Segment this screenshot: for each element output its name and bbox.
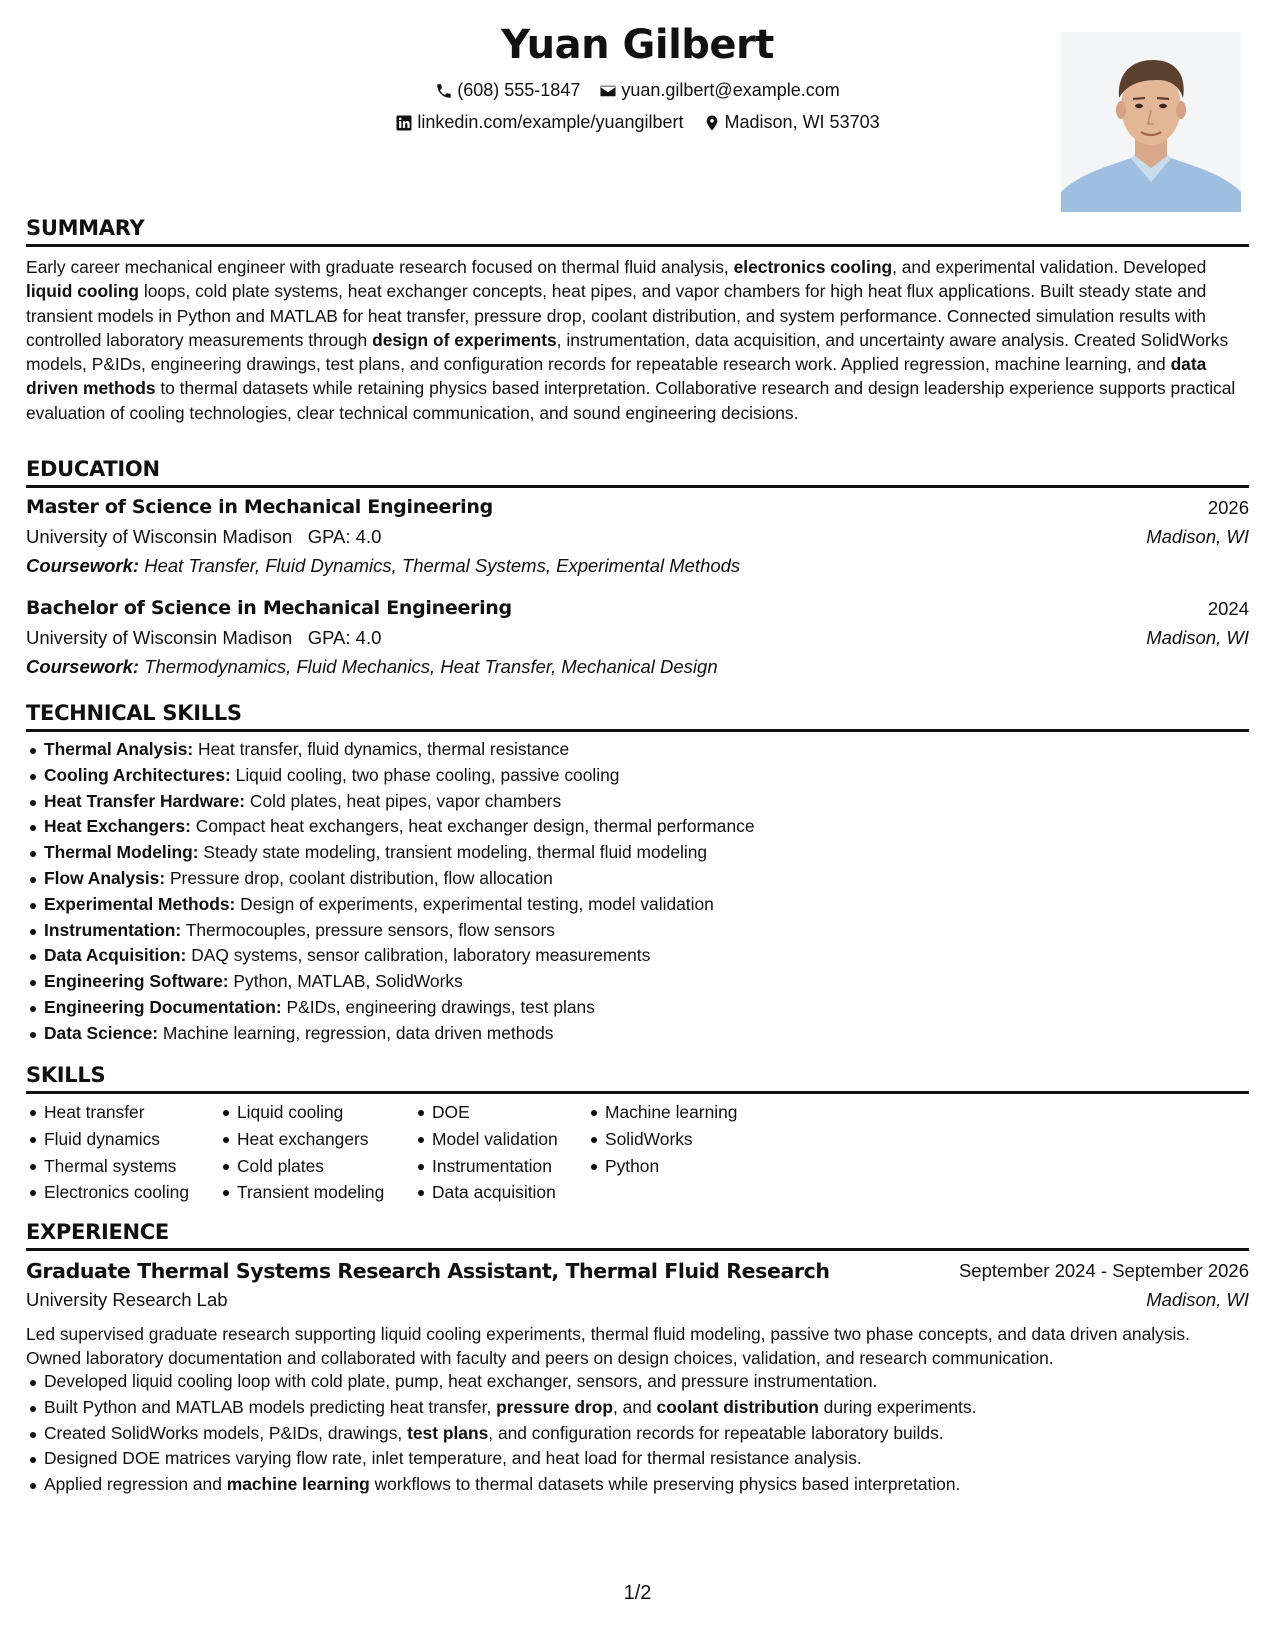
technical-skill-label: Engineering Documentation: — [44, 996, 282, 1017]
job-bullet: Created SolidWorks models, P&IDs, drawings, test plans, and configuration records for repeatable laboratory builds. — [26, 1421, 976, 1447]
experience-divider — [26, 1248, 1249, 1251]
job-location: Madison, WI — [1146, 1289, 1249, 1310]
degree-title: Bachelor of Science in Mechanical Engineering — [26, 597, 512, 619]
school-location: Madison, WI — [1146, 627, 1249, 648]
technical-skill-label: Engineering Software: — [44, 971, 229, 992]
phone-contact — [435, 80, 580, 101]
skill-item: Instrumentation — [414, 1153, 558, 1180]
technical-skill-item — [26, 969, 755, 995]
skills-column — [219, 1099, 384, 1206]
technical-skill-label: Thermal Modeling: — [44, 842, 199, 863]
technical-skills-heading: TECHNICAL SKILLS — [26, 701, 242, 725]
job-dates: September 2024 - September 2026 — [958, 1260, 1249, 1281]
technical-skill-text: Python, MATLAB, SolidWorks — [228, 971, 463, 992]
technical-skill-label: Instrumentation: — [44, 919, 182, 940]
phone-text: (608) 555-1847 — [457, 80, 581, 100]
skills-heading: SKILLS — [26, 1063, 106, 1087]
skill-item: Machine learning — [587, 1099, 737, 1126]
job-bullets — [26, 1369, 976, 1498]
technical-skill-item — [26, 995, 755, 1021]
technical-skill-text: Machine learning, regression, data driven methods — [158, 1022, 554, 1043]
linkedin-contact[interactable] — [395, 112, 683, 133]
technical-skills-divider — [26, 729, 1249, 732]
technical-skill-item — [26, 789, 755, 815]
technical-skill-text: Liquid cooling, two phase cooling, passive cooling — [230, 764, 620, 785]
page-number: 1/2 — [623, 1582, 652, 1604]
degree-year: 2024 — [1207, 598, 1249, 619]
degree-title: Master of Science in Mechanical Engineering — [26, 496, 493, 518]
school-line — [26, 627, 381, 649]
skill-item: DOE — [414, 1099, 558, 1126]
technical-skill-item — [26, 918, 755, 944]
resume-page — [26, 0, 1249, 1650]
technical-skill-item — [26, 763, 755, 789]
resume-header — [26, 22, 1249, 222]
email-contact[interactable] — [599, 80, 839, 101]
technical-skills-list — [26, 737, 755, 1047]
candidate-name: Yuan Gilbert — [501, 22, 774, 68]
technical-skill-item — [26, 1021, 755, 1047]
job-bullet-emphasis: test plans — [407, 1422, 489, 1443]
job-title: Graduate Thermal Systems Research Assistant, Thermal Fluid Research — [26, 1259, 830, 1283]
coursework-list: Thermodynamics, Fluid Mechanics, Heat Transfer, Mechanical Design — [144, 656, 718, 677]
technical-skill-label: Heat Exchangers: — [44, 816, 191, 837]
skills-grid — [26, 1099, 1026, 1209]
technical-skill-text: P&IDs, engineering drawings, test plans — [281, 996, 595, 1017]
linkedin-text[interactable]: linkedin.com/example/yuangilbert — [417, 112, 684, 132]
skill-item: Heat exchangers — [219, 1126, 384, 1153]
skill-item: SolidWorks — [587, 1126, 737, 1153]
education-divider — [26, 485, 1249, 488]
job-bullet-emphasis: coolant distribution — [656, 1396, 819, 1417]
technical-skill-text: Compact heat exchangers, heat exchanger design, thermal performance — [190, 816, 755, 837]
skill-item: Heat transfer — [26, 1099, 189, 1126]
email-text[interactable]: yuan.gilbert@example.com — [621, 80, 840, 100]
skill-item: Electronics cooling — [26, 1179, 189, 1206]
coursework-list: Heat Transfer, Fluid Dynamics, Thermal Systems, Experimental Methods — [144, 555, 741, 576]
degree-year: 2026 — [1207, 497, 1249, 518]
job-bullet-emphasis: machine learning — [226, 1474, 370, 1495]
coursework-line — [26, 555, 740, 577]
school-gpa: GPA: 4.0 — [307, 526, 382, 547]
experience-heading: EXPERIENCE — [26, 1220, 169, 1244]
job-bullet: Designed DOE matrices varying flow rate, inlet temperature, and heat load for thermal resistance analysis. — [26, 1446, 976, 1472]
technical-skill-label: Heat Transfer Hardware: — [44, 790, 246, 811]
skill-item: Python — [587, 1153, 737, 1180]
skill-item: Thermal systems — [26, 1153, 189, 1180]
skill-item: Cold plates — [219, 1153, 384, 1180]
coursework-label: Coursework: — [26, 555, 140, 576]
technical-skill-text: Thermocouples, pressure sensors, flow sensors — [181, 919, 555, 940]
skills-column — [587, 1099, 737, 1179]
technical-skill-label: Flow Analysis: — [44, 867, 166, 888]
skills-column — [414, 1099, 558, 1206]
technical-skill-item — [26, 840, 755, 866]
summary-emphasis: electronics cooling — [733, 257, 893, 277]
technical-skill-label: Data Science: — [44, 1022, 159, 1043]
job-bullet: Built Python and MATLAB models predicting heat transfer, pressure drop, and coolant distribution during experiments. — [26, 1395, 976, 1421]
technical-skill-text: Design of experiments, experimental testing, model validation — [235, 893, 714, 914]
skill-item: Data acquisition — [414, 1179, 558, 1206]
technical-skill-label: Data Acquisition: — [44, 945, 187, 966]
location-contact — [703, 112, 880, 133]
technical-skill-item — [26, 737, 755, 763]
summary-divider — [26, 244, 1249, 247]
job-bullet-emphasis: pressure drop — [496, 1396, 614, 1417]
school-gpa: GPA: 4.0 — [307, 627, 382, 648]
technical-skill-label: Cooling Architectures: — [44, 764, 231, 785]
skill-item: Model validation — [414, 1126, 558, 1153]
linkedin-icon — [395, 114, 413, 132]
school-name: University of Wisconsin Madison — [26, 627, 293, 648]
technical-skill-item — [26, 943, 755, 969]
summary-text: Early career mechanical engineer with graduate research focused on thermal fluid analysis, electronics cooling, and experimental validation. Developed liquid cooling loops, cold plate systems, heat exchanger concepts, heat pipes, and vapor chambers for high heat flux applications. Built steady state and transient models in Python and MATLAB for heat transfer, pressure drop, coolant distribution, and system performance. Connected simulation results with controlled laboratory measurements through design of experiments, instrumentation, data acquisition, and uncertainty aware analysis. Created SolidWorks models, P&IDs, engineering drawings, test plans, and configuration records for repeatable research work. Applied regression, machine learning, and data driven methods to thermal datasets while retaining physics based interpretation. Collaborative research and design leadership experience supports practical evaluation of cooling technologies, clear technical communication, and sound engineering decisions. — [26, 257, 1236, 423]
job-organization: University Research Lab — [26, 1289, 228, 1310]
map-pin-icon — [703, 114, 721, 132]
job-summary: Led supervised graduate research supporting liquid cooling experiments, thermal fluid modeling, passive two phase concepts, and data driven analysis. Owned laboratory documentation and collaborated with faculty and peers on design choices, validation, and research communication. — [26, 1324, 1190, 1369]
skill-item: Transient modeling — [219, 1179, 384, 1206]
summary-emphasis: liquid cooling — [26, 281, 140, 302]
location-text: Madison, WI 53703 — [724, 112, 880, 132]
technical-skill-item — [26, 892, 755, 918]
technical-skill-text: Cold plates, heat pipes, vapor chambers — [245, 790, 562, 811]
job-bullet: Applied regression and machine learning workflows to thermal datasets while preserving physics based interpretation. — [26, 1472, 976, 1498]
technical-skill-item — [26, 866, 755, 892]
summary-emphasis: design of experiments — [372, 329, 557, 350]
phone-icon — [435, 82, 453, 100]
job-bullet: Developed liquid cooling loop with cold plate, pump, heat exchanger, sensors, and pressure instrumentation. — [26, 1369, 976, 1395]
profile-photo-illustration — [1061, 32, 1241, 212]
technical-skill-item — [26, 814, 755, 840]
profile-photo — [1061, 32, 1241, 212]
skill-item: Liquid cooling — [219, 1099, 384, 1126]
skills-divider — [26, 1091, 1249, 1094]
envelope-icon — [599, 82, 617, 100]
technical-skill-text: Steady state modeling, transient modeling, thermal fluid modeling — [198, 842, 708, 863]
technical-skill-text: DAQ systems, sensor calibration, laboratory measurements — [186, 945, 651, 966]
summary-emphasis: data driven methods — [26, 354, 1207, 399]
school-location: Madison, WI — [1146, 526, 1249, 547]
school-line — [26, 526, 381, 548]
technical-skill-text: Pressure drop, coolant distribution, flow allocation — [165, 867, 553, 888]
technical-skill-text: Heat transfer, fluid dynamics, thermal resistance — [193, 739, 570, 759]
coursework-label: Coursework: — [26, 656, 140, 677]
summary-heading: SUMMARY — [26, 216, 145, 240]
coursework-line — [26, 656, 718, 678]
technical-skill-label: Thermal Analysis: — [44, 739, 194, 759]
technical-skill-label: Experimental Methods: — [44, 893, 236, 914]
skills-column — [26, 1099, 189, 1206]
education-heading: EDUCATION — [26, 457, 160, 481]
skill-item: Fluid dynamics — [26, 1126, 189, 1153]
school-name: University of Wisconsin Madison — [26, 526, 293, 547]
